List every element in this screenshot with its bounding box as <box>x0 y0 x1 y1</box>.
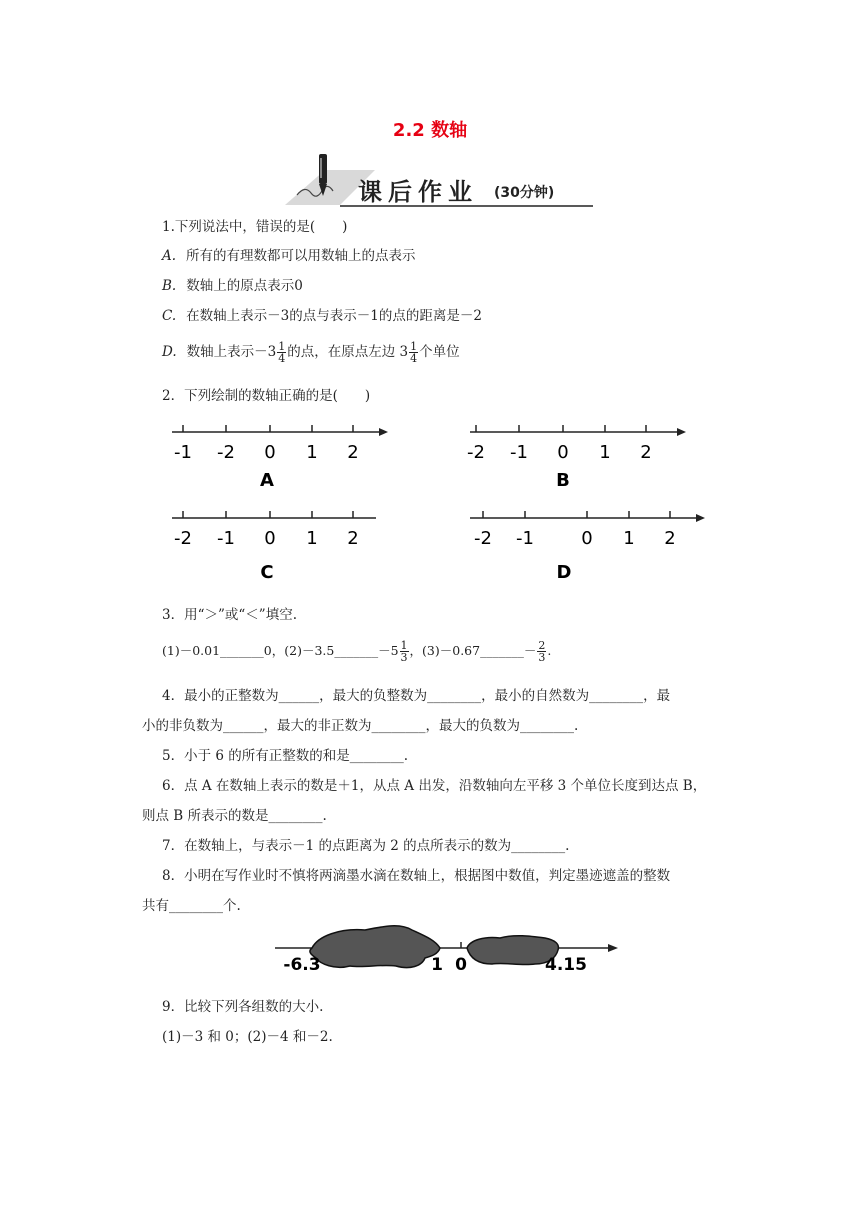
q2-number-lines <box>0 420 860 590</box>
fraction: $\frac{1}{4}$ <box>278 340 286 365</box>
page-title: 2.2 数轴 <box>392 120 468 141</box>
option-text: 数轴上的原点表示0 <box>186 278 303 294</box>
tick-label: -1 <box>217 528 235 549</box>
tick-label: 1 <box>306 528 318 549</box>
banner-title: 课后作业 <box>358 178 478 206</box>
option-text: 在数轴上表示－3的点与表示－1的点的距离是－2 <box>186 308 482 324</box>
option-letter: D. <box>162 344 177 360</box>
q5-text: 5．小于 6 的所有正整数的和是________. <box>162 748 409 764</box>
q3-parts <box>162 640 551 663</box>
tick-label: -2 <box>174 528 192 549</box>
tick-label: -1 <box>174 442 192 463</box>
axis-label: A <box>260 470 274 491</box>
q3-text: . <box>547 643 552 658</box>
q6-line-1: 6．点 A 在数轴上表示的数是＋1，从点 A 出发，沿数轴向左平移 3 个单位长度到达点 B， <box>162 778 707 794</box>
q4-line-2: 小的非负数为______，最大的非正数为________，最大的负数为________. <box>142 718 579 734</box>
q1-option-d <box>162 341 460 364</box>
q3-stem: 3．用“＞”或“＜”填空. <box>162 607 297 623</box>
tick-label: 4.15 <box>545 955 587 975</box>
tick-label: 1 <box>599 442 611 463</box>
tick-label: -1 <box>510 442 528 463</box>
tick-label: 2 <box>664 528 676 549</box>
option-letter: B. <box>162 278 177 294</box>
tick-label: 2 <box>347 442 359 463</box>
q9-stem: 9．比较下列各组数的大小. <box>162 999 324 1015</box>
q1-option-b <box>162 277 303 295</box>
tick-label: -2 <box>217 442 235 463</box>
number-line-a <box>172 425 388 491</box>
option-text: 所有的有理数都可以用数轴上的点表示 <box>186 248 416 264</box>
tick-label: 1 <box>431 955 443 975</box>
q3-text: ，(3)－0.67_______－ <box>409 643 537 658</box>
tick-label: 1 <box>623 528 635 549</box>
q4-line-1: 4．最小的正整数为______，最大的负整数为________，最小的自然数为________，最 <box>162 688 671 704</box>
option-letter: C. <box>162 308 177 324</box>
tick-label: 1 <box>306 442 318 463</box>
tick-label: 2 <box>347 528 359 549</box>
fraction: $\frac{2}{3}$ <box>538 639 546 664</box>
q9-parts: (1)－3 和 0；(2)－4 和－2. <box>162 1029 333 1045</box>
number-line-d <box>470 511 705 583</box>
ink-blot-left <box>310 926 440 968</box>
tick-label: -1 <box>516 528 534 549</box>
number-line-b <box>467 425 686 491</box>
option-text: 的点，在原点左边 3 <box>287 344 409 360</box>
tick-label: -6.3 <box>283 955 321 975</box>
q7-text: 7．在数轴上，与表示－1 的点距离为 2 的点所表示的数为________. <box>162 838 570 854</box>
tick-label: -2 <box>467 442 485 463</box>
tick-label: -2 <box>474 528 492 549</box>
q8-line-2: 共有________个. <box>142 898 241 914</box>
q2-stem: 2．下列绘制的数轴正确的是( ) <box>162 388 371 404</box>
tick-label: 0 <box>264 528 276 549</box>
axis-label: B <box>556 470 570 491</box>
ink-number-line <box>0 918 860 978</box>
axis-label: C <box>260 562 274 583</box>
option-letter: A. <box>162 248 177 264</box>
q6-line-2: 则点 B 所表示的数是________. <box>142 808 327 824</box>
q1-option-a <box>162 247 416 265</box>
tick-label: 0 <box>581 528 593 549</box>
q1-option-c <box>162 307 482 325</box>
option-text: 数轴上表示－3 <box>186 344 277 360</box>
q8-line-1: 8．小明在写作业时不慎将两滴墨水滴在数轴上，根据图中数值，判定墨迹遮盖的整数 <box>162 868 671 884</box>
fraction: $\frac{1}{4}$ <box>410 340 418 365</box>
tick-label: 0 <box>264 442 276 463</box>
banner-subtitle: (30分钟) <box>494 185 555 201</box>
option-text: 个单位 <box>419 344 460 360</box>
number-line-c <box>172 511 376 583</box>
q3-text: (1)－0.01_______0，(2)－3.5_______－5 <box>162 643 399 658</box>
tick-label: 2 <box>640 442 652 463</box>
tick-label: 0 <box>557 442 569 463</box>
fraction: $\frac{1}{3}$ <box>400 639 408 664</box>
q1-stem: 1.下列说法中，错误的是( ) <box>162 219 348 235</box>
tick-label: 0 <box>455 955 467 975</box>
axis-label: D <box>556 562 572 583</box>
